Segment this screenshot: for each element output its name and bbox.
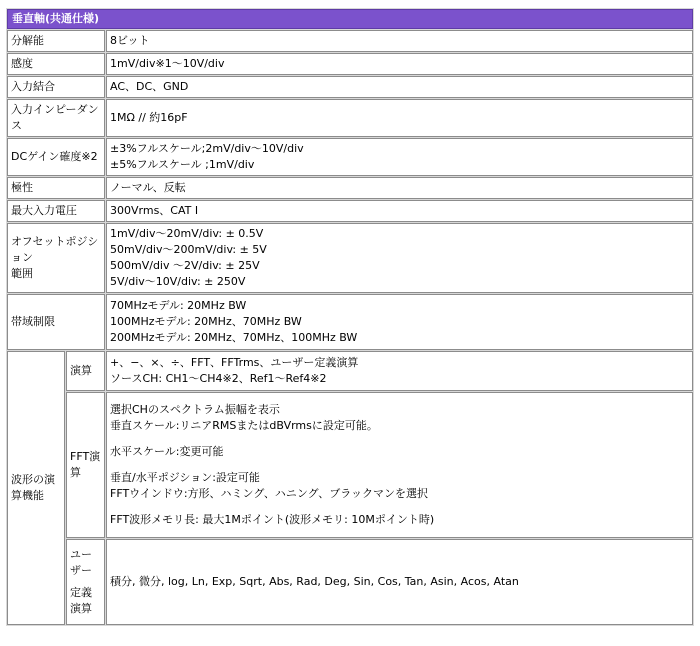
table-row [7, 138, 693, 176]
row-label-math: 波形の演算機能 [7, 351, 65, 625]
table-row [7, 99, 693, 137]
row-label-user-math [66, 539, 105, 625]
offset-line-2: 50mV/div〜200mV/div: ± 5V [110, 243, 267, 256]
user-math-label-line-1: ユーザー [70, 548, 92, 577]
table-header-row [7, 9, 693, 29]
spec-sheet [6, 8, 694, 626]
row-label-max-voltage: 最大入力電圧 [7, 200, 105, 222]
table-row [7, 539, 693, 625]
row-value-math-ops [106, 351, 693, 391]
offset-label-line-2: 範囲 [11, 267, 33, 280]
table-row [7, 200, 693, 222]
dc-gain-line-1: ±3%フルスケール;2mV/div〜10V/div [110, 142, 304, 155]
table-row [7, 30, 693, 52]
row-value-fft [106, 392, 693, 538]
row-label-fft: FFT演算 [66, 392, 105, 538]
table-row [7, 53, 693, 75]
bandwidth-line-2: 100MHzモデル: 20MHz、70MHz BW [110, 315, 302, 328]
row-label-math-ops: 演算 [66, 351, 105, 391]
offset-line-4: 5V/div〜10V/div: ± 250V [110, 275, 246, 288]
row-label-coupling: 入力結合 [7, 76, 105, 98]
table-row [7, 223, 693, 293]
row-label-resolution: 分解能 [7, 30, 105, 52]
row-value-dc-gain [106, 138, 693, 176]
table-title: 垂直軸(共通仕様) [7, 9, 693, 29]
vertical-spec-table [6, 8, 694, 626]
row-label-offset [7, 223, 105, 293]
row-label-dc-gain: DCゲイン確度※2 [7, 138, 105, 176]
table-row [7, 392, 693, 538]
row-value-resolution: 8ビット [106, 30, 693, 52]
offset-line-3: 500mV/div 〜2V/div: ± 25V [110, 259, 260, 272]
fft-line-4: 垂直/水平ポジション:設定可能 [110, 471, 260, 484]
row-label-polarity: 極性 [7, 177, 105, 199]
fft-line-1: 選択CHのスペクトラム振幅を表示 [110, 403, 280, 416]
row-label-bandwidth: 帯域制限 [7, 294, 105, 350]
math-ops-line-2: ソースCH: CH1〜CH4※2、Ref1〜Ref4※2 [110, 372, 327, 385]
bandwidth-line-1: 70MHzモデル: 20MHz BW [110, 299, 247, 312]
fft-line-2: 垂直スケール:リニアRMSまたはdBVrmsに設定可能。 [110, 419, 378, 432]
table-row [7, 76, 693, 98]
row-value-user-math: 積分, 微分, log, Ln, Exp, Sqrt, Abs, Rad, Deg, Sin, Cos, Tan, Asin, Acos, Atan [106, 539, 693, 625]
table-row [7, 294, 693, 350]
table-row [7, 177, 693, 199]
dc-gain-line-2: ±5%フルスケール ;1mV/div [110, 158, 255, 171]
fft-line-5: FFTウインドウ:方形、ハミング、ハニング、ブラックマンを選択 [110, 487, 429, 500]
user-math-label-line-2: 定義演算 [70, 586, 92, 615]
table-row [7, 351, 693, 391]
bandwidth-line-3: 200MHzモデル: 20MHz、70MHz、100MHz BW [110, 331, 358, 344]
row-value-polarity: ノーマル、反転 [106, 177, 693, 199]
math-ops-line-1: +、−、×、÷、FFT、FFTrms、ユーザー定義演算 [110, 356, 359, 369]
offset-line-1: 1mV/div〜20mV/div: ± 0.5V [110, 227, 264, 240]
row-value-max-voltage: 300Vrms、CAT I [106, 200, 693, 222]
row-value-impedance: 1MΩ // 約16pF [106, 99, 693, 137]
row-value-bandwidth [106, 294, 693, 350]
row-value-offset [106, 223, 693, 293]
row-label-sensitivity: 感度 [7, 53, 105, 75]
row-value-sensitivity: 1mV/div※1〜10V/div [106, 53, 693, 75]
row-label-impedance: 入力インピーダンス [7, 99, 105, 137]
fft-line-6: FFT波形メモリ長: 最大1Mポイント(波形メモリ: 10Mポイント時) [110, 513, 435, 526]
row-value-coupling: AC、DC、GND [106, 76, 693, 98]
fft-line-3: 水平スケール:変更可能 [110, 445, 224, 458]
offset-label-line-1: オフセットポジション [11, 235, 99, 264]
